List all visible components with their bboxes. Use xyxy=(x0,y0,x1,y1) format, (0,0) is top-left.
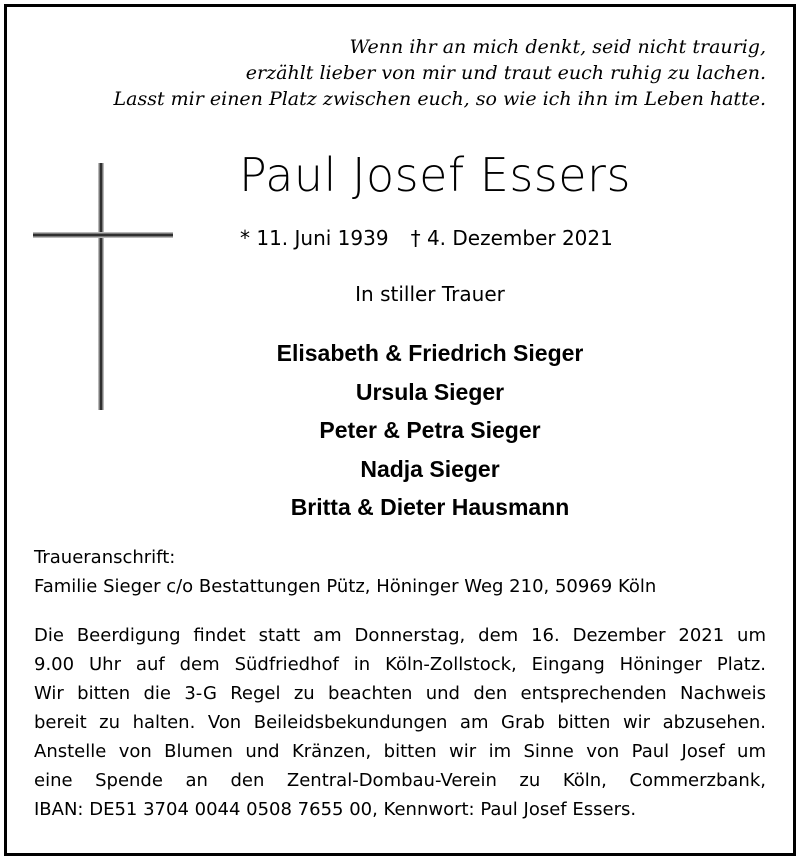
life-dates xyxy=(240,226,613,250)
quote-line: Wenn ihr an mich denkt, seid nicht traurig, xyxy=(349,36,766,58)
mourners-list xyxy=(180,334,680,527)
notice-line: 9.00 Uhr auf dem Südfriedhof in Köln-Zollstock, Eingang Höninger Platz. xyxy=(34,654,766,675)
quote-line: Lasst mir einen Platz zwischen euch, so wie ich ihn im Leben hatte. xyxy=(113,88,766,110)
notice-line: Die Beerdigung findet statt am Donnerstag, dem 16. Dezember 2021 um xyxy=(34,625,766,646)
cross-icon xyxy=(98,163,104,410)
notice-line: bereit zu halten. Von Beileidsbekundungen am Grab bitten wir abzusehen. xyxy=(34,712,766,733)
notice-line: Anstelle von Blumen und Kränzen, bitten wir im Sinne von Paul Josef um xyxy=(34,741,766,762)
address-label: Traueranschrift: xyxy=(34,547,176,568)
birth-date: * 11. Juni 1939 xyxy=(240,226,389,250)
mourner-name: Peter & Petra Sieger xyxy=(319,417,541,443)
memorial-quote xyxy=(46,34,766,112)
condolence-address xyxy=(34,543,774,601)
quote-line: erzählt lieber von mir und traut euch ruhig zu lachen. xyxy=(245,62,766,84)
deceased-name: Paul Josef Essers xyxy=(239,148,631,202)
notice-line: Wir bitten die 3-G Regel zu beachten und den entsprechenden Nachweis xyxy=(34,683,766,704)
mourner-name: Elisabeth & Friedrich Sieger xyxy=(276,340,584,366)
notice-line: eine Spende an den Zentral-Dombau-Verein zu Köln, Commerzbank, xyxy=(34,770,766,791)
notice-line: IBAN: DE51 3704 0044 0508 7655 00, Kennwort: Paul Josef Essers. xyxy=(34,799,637,820)
mourner-name: Nadja Sieger xyxy=(360,455,500,482)
funeral-notice xyxy=(34,621,766,824)
mourner-name: Ursula Sieger xyxy=(355,378,505,405)
mourning-title: In stiller Trauer xyxy=(355,282,505,306)
address-value: Familie Sieger c/o Bestattungen Pütz, Höninger Weg 210, 50969 Köln xyxy=(34,576,657,597)
cross-icon-crossbar xyxy=(33,232,173,238)
death-date: † 4. Dezember 2021 xyxy=(410,226,613,250)
mourner-name: Britta & Dieter Hausmann xyxy=(290,494,570,520)
